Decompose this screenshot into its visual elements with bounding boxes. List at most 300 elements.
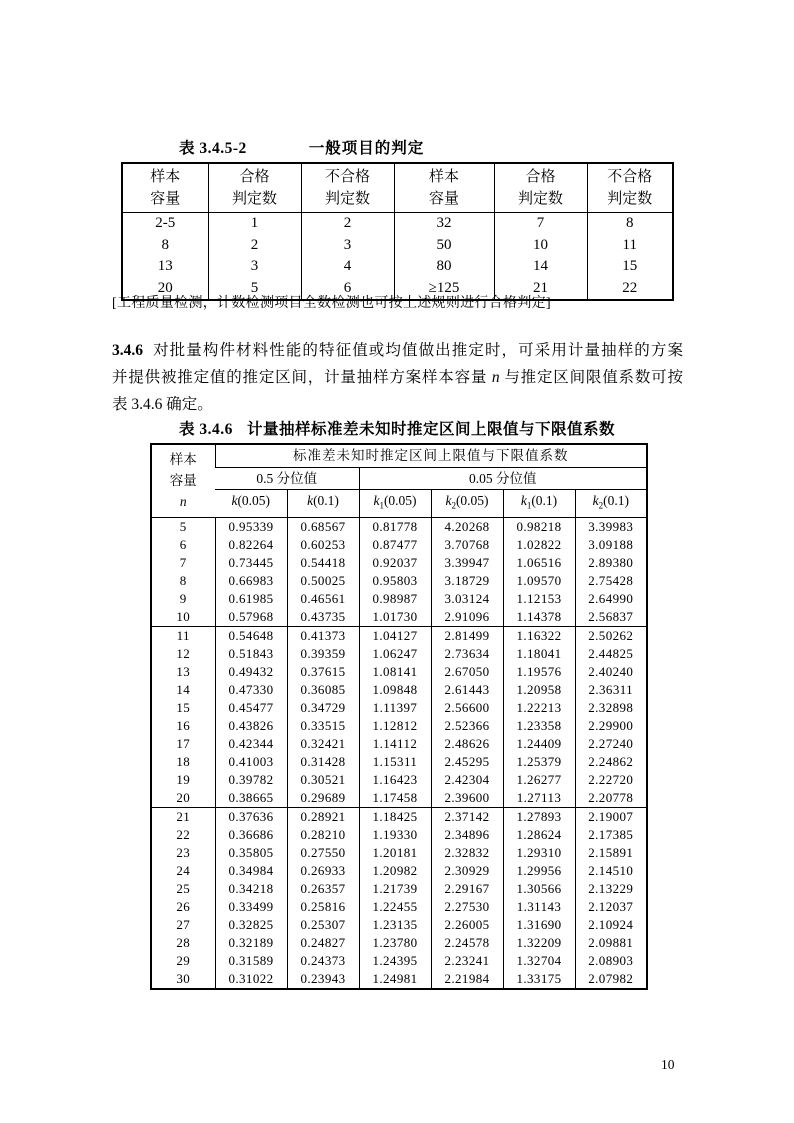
table-row <box>151 608 647 627</box>
table-cell: 10 <box>494 235 587 257</box>
table-row <box>151 663 647 681</box>
table-cell: 0.46561 <box>287 590 359 608</box>
header-line: 不合格 <box>607 169 653 185</box>
table-cell: 21 <box>494 278 587 301</box>
table-cell: 2.32898 <box>575 699 647 717</box>
table-cell: 3.39983 <box>575 517 647 536</box>
table-cell: 1.11397 <box>359 699 431 717</box>
table-cell: 0.87477 <box>359 536 431 554</box>
table-cell: 2.64990 <box>575 590 647 608</box>
table-cell: 0.34984 <box>215 862 287 880</box>
table-cell: 1.14378 <box>503 608 575 627</box>
span-header-coefficients: 标准差未知时推定区间上限值与下限值系数 <box>215 444 647 468</box>
table-row <box>151 826 647 844</box>
table-row <box>151 645 647 663</box>
table-cell: 2.09881 <box>575 934 647 952</box>
header-line: 判定数 <box>607 191 653 207</box>
table-cell: 0.45477 <box>215 699 287 717</box>
table-cell: 1 <box>208 213 301 235</box>
column-header-k2-005 <box>431 490 503 518</box>
clause-number: 3.4.6 <box>112 342 143 359</box>
table-cell: 0.49432 <box>215 663 287 681</box>
table-row <box>151 898 647 916</box>
table-cell: 1.17458 <box>359 789 431 808</box>
table-cell: 2.23241 <box>431 952 503 970</box>
table-346-header <box>151 444 647 517</box>
table-cell: 29 <box>176 952 191 968</box>
clause-text: 表 3.4.6 确定。 <box>112 396 213 413</box>
table-cell: 1.27113 <box>503 789 575 808</box>
header-line: 判定数 <box>231 191 277 207</box>
table-346-caption-title: 计量抽样标准差未知时推定区间上限值与下限值系数 <box>246 421 615 438</box>
table-cell: 3.09188 <box>575 536 647 554</box>
k-argument: (0.1) <box>313 493 339 508</box>
k-subscript: 1 <box>379 500 384 511</box>
table-cell: 2.37142 <box>431 807 503 826</box>
table-cell: 2.19007 <box>575 807 647 826</box>
table-cell: 1.09848 <box>359 681 431 699</box>
table-cell: 2.08903 <box>575 952 647 970</box>
table-cell: 0.32189 <box>215 934 287 952</box>
column-header-k1-01 <box>503 490 575 518</box>
table-cell: 2.61443 <box>431 681 503 699</box>
table-cell: 24 <box>176 862 191 878</box>
table-cell: 0.33499 <box>215 898 287 916</box>
k-argument: (0.1) <box>603 493 629 508</box>
table-cell: 3.03124 <box>431 590 503 608</box>
table-cell: 2.48626 <box>431 735 503 753</box>
table-cell: 3.18729 <box>431 572 503 590</box>
table-cell: 17 <box>176 735 191 751</box>
table-cell: 19 <box>176 771 191 787</box>
table-cell: 0.38665 <box>215 789 287 808</box>
table-cell: 0.54418 <box>287 554 359 572</box>
table-cell: 2.22720 <box>575 771 647 789</box>
k-symbol: k <box>520 493 527 508</box>
table-cell: 4 <box>301 256 394 278</box>
clause-346-paragraph <box>112 337 683 418</box>
table-cell: 1.16322 <box>503 626 575 645</box>
table-cell: 2.10924 <box>575 916 647 934</box>
k-symbol: k <box>231 493 238 508</box>
table-cell: ≥125 <box>394 278 494 301</box>
table-cell: 0.81778 <box>359 517 431 536</box>
table-cell: 0.51843 <box>215 645 287 663</box>
table-345-2 <box>121 162 674 301</box>
table-cell: 27 <box>176 916 191 932</box>
table-cell: 2 <box>208 235 301 257</box>
table-cell: 1.28624 <box>503 826 575 844</box>
table-cell: 2.34896 <box>431 826 503 844</box>
table-cell: 0.25816 <box>287 898 359 916</box>
table-cell: 2.56600 <box>431 699 503 717</box>
table-cell: 1.24395 <box>359 952 431 970</box>
table-cell: 2.45295 <box>431 753 503 771</box>
table-cell: 12 <box>176 645 191 661</box>
table-row <box>151 789 647 808</box>
k-argument: (0.05) <box>455 493 489 508</box>
column-header-k-005 <box>215 490 287 518</box>
table-cell: 1.32704 <box>503 952 575 970</box>
clause-line <box>112 364 683 391</box>
table-cell: 0.57968 <box>215 608 287 627</box>
table-cell: 25 <box>176 880 191 896</box>
table-cell: 23 <box>176 844 191 860</box>
table-cell: 1.06247 <box>359 645 431 663</box>
column-header-accept-number-2 <box>494 163 587 213</box>
table-row <box>151 970 647 989</box>
table-cell: 0.32825 <box>215 916 287 934</box>
table-cell: 0.31022 <box>215 970 287 989</box>
table-cell: 30 <box>176 970 191 986</box>
table-cell: 0.32421 <box>287 735 359 753</box>
header-line: 判定数 <box>517 191 563 207</box>
table-cell: 1.19576 <box>503 663 575 681</box>
table-header-row <box>151 490 647 518</box>
table-345-2-footnote: [工程质量检测，计数检测项目全数检测也可按上述规则进行合格判定] <box>112 296 551 311</box>
table-row <box>151 717 647 735</box>
table-cell: 0.36085 <box>287 681 359 699</box>
table-cell: 8 <box>179 572 187 588</box>
column-header-k1-005 <box>359 490 431 518</box>
table-cell: 0.42344 <box>215 735 287 753</box>
table-cell: 1.33175 <box>503 970 575 989</box>
table-cell: 1.27893 <box>503 807 575 826</box>
table-row <box>151 753 647 771</box>
table-cell: 0.35805 <box>215 844 287 862</box>
header-line: 样本 <box>169 452 197 468</box>
table-cell: 0.39782 <box>215 771 287 789</box>
table-cell: 0.34729 <box>287 699 359 717</box>
header-line: 容量 <box>150 191 181 207</box>
table-cell: 2.29900 <box>575 717 647 735</box>
table-cell: 1.19330 <box>359 826 431 844</box>
table-cell: 0.37615 <box>287 663 359 681</box>
quantile-header-005: 0.05 分位值 <box>359 468 647 490</box>
k-symbol: k <box>307 493 314 508</box>
table-cell: 22 <box>176 826 191 842</box>
table-cell: 0.31589 <box>215 952 287 970</box>
table-cell: 32 <box>394 213 494 235</box>
table-cell: 0.60253 <box>287 536 359 554</box>
table-cell: 0.39359 <box>287 645 359 663</box>
table-cell: 8 <box>587 213 673 235</box>
table-cell: 1.23135 <box>359 916 431 934</box>
header-line: 不合格 <box>324 169 370 185</box>
table-row <box>151 572 647 590</box>
clause-text: 与推定区间限值系数可按 <box>499 369 683 386</box>
table-cell: 2.27530 <box>431 898 503 916</box>
table-cell: 20 <box>157 279 173 296</box>
table-cell: 0.66983 <box>215 572 287 590</box>
table-cell: 1.32209 <box>503 934 575 952</box>
header-line: 判定数 <box>324 191 370 207</box>
table-cell: 0.30521 <box>287 771 359 789</box>
table-345-2-caption <box>121 136 672 158</box>
table-cell: 8 <box>161 236 169 253</box>
table-cell: 11 <box>176 627 190 643</box>
table-cell: 1.01730 <box>359 608 431 627</box>
table-cell: 0.36686 <box>215 826 287 844</box>
table-cell: 15 <box>587 256 673 278</box>
table-row <box>151 626 647 645</box>
table-row <box>122 213 673 235</box>
table-row <box>151 916 647 934</box>
table-cell: 2.42304 <box>431 771 503 789</box>
table-cell: 0.37636 <box>215 807 287 826</box>
table-cell: 2.44825 <box>575 645 647 663</box>
table-row <box>151 952 647 970</box>
header-line <box>152 491 215 512</box>
table-cell: 2.73634 <box>431 645 503 663</box>
table-cell: 1.24981 <box>359 970 431 989</box>
table-346-group-2 <box>151 626 647 807</box>
table-346-group-3 <box>151 807 647 989</box>
table-345-2-caption-label: 表 3.4.5-2 <box>179 140 247 157</box>
table-cell: 1.31143 <box>503 898 575 916</box>
k-subscript: 2 <box>598 500 604 511</box>
table-header-row <box>151 468 647 490</box>
table-cell: 0.28210 <box>287 826 359 844</box>
table-cell: 0.34218 <box>215 880 287 898</box>
table-cell: 1.12812 <box>359 717 431 735</box>
table-cell: 0.31428 <box>287 753 359 771</box>
table-cell: 9 <box>179 590 187 606</box>
table-cell: 0.92037 <box>359 554 431 572</box>
table-cell: 10 <box>176 608 191 624</box>
table-cell: 5 <box>208 278 301 301</box>
table-cell: 0.50025 <box>287 572 359 590</box>
table-cell: 22 <box>587 278 673 301</box>
k-symbol: k <box>445 493 452 508</box>
table-345-2-header <box>122 163 673 213</box>
table-cell: 15 <box>176 699 191 715</box>
table-cell: 2.39600 <box>431 789 503 808</box>
table-cell: 1.25379 <box>503 753 575 771</box>
table-cell: 80 <box>394 256 494 278</box>
clause-line <box>112 391 683 418</box>
table-cell: 21 <box>176 808 191 824</box>
table-cell: 0.27550 <box>287 844 359 862</box>
table-cell: 1.22213 <box>503 699 575 717</box>
table-cell: 0.98987 <box>359 590 431 608</box>
k-symbol: k <box>373 493 380 508</box>
table-row <box>151 934 647 952</box>
table-row <box>151 880 647 898</box>
quantile-header-05: 0.5 分位值 <box>215 468 359 490</box>
table-cell: 1.20982 <box>359 862 431 880</box>
table-cell: 11 <box>587 235 673 257</box>
table-cell: 3.39947 <box>431 554 503 572</box>
table-cell: 1.24409 <box>503 735 575 753</box>
table-cell: 0.54648 <box>215 626 287 645</box>
table-346-group-1 <box>151 517 647 626</box>
table-cell: 2.21984 <box>431 970 503 989</box>
column-header-accept-number-1 <box>208 163 301 213</box>
column-header-reject-number-1 <box>301 163 394 213</box>
variable-n: n <box>491 369 500 386</box>
table-cell: 3 <box>208 256 301 278</box>
table-cell: 0.47330 <box>215 681 287 699</box>
table-cell: 0.28921 <box>287 807 359 826</box>
table-cell: 0.26357 <box>287 880 359 898</box>
table-cell: 2.12037 <box>575 898 647 916</box>
table-cell: 0.95803 <box>359 572 431 590</box>
variable-n: n <box>179 494 187 510</box>
column-header-k-01 <box>287 490 359 518</box>
table-cell: 2.32832 <box>431 844 503 862</box>
table-cell: 2.17385 <box>575 826 647 844</box>
table-cell: 7 <box>494 213 587 235</box>
table-cell: 0.43826 <box>215 717 287 735</box>
clause-text: 对批量构件材料性能的特征值或均值做出推定时，可采用计量抽样的方案 <box>152 342 683 359</box>
table-cell: 4.20268 <box>431 517 503 536</box>
table-cell: 18 <box>176 753 191 769</box>
table-cell: 0.73445 <box>215 554 287 572</box>
table-row <box>122 256 673 278</box>
table-cell: 0.98218 <box>503 517 575 536</box>
table-cell: 0.26933 <box>287 862 359 880</box>
header-line: 样本 <box>428 169 459 185</box>
table-cell: 13 <box>176 663 191 679</box>
table-cell: 2.27240 <box>575 735 647 753</box>
table-cell: 0.41003 <box>215 753 287 771</box>
table-cell: 0.95339 <box>215 517 287 536</box>
header-line: 容量 <box>428 191 459 207</box>
table-345-2-body <box>122 213 673 301</box>
table-row <box>122 235 673 257</box>
table-cell: 0.43735 <box>287 608 359 627</box>
table-cell: 0.29689 <box>287 789 359 808</box>
table-cell: 2.20778 <box>575 789 647 808</box>
table-cell: 1.23780 <box>359 934 431 952</box>
table-cell: 2.36311 <box>575 681 647 699</box>
table-cell: 0.23943 <box>287 970 359 989</box>
table-346-caption <box>0 417 794 439</box>
header-line: 样本 <box>150 169 181 185</box>
table-cell: 2.50262 <box>575 626 647 645</box>
table-cell: 0.41373 <box>287 626 359 645</box>
table-cell: 3.70768 <box>431 536 503 554</box>
header-line: 合格 <box>239 169 270 185</box>
table-cell: 7 <box>179 554 187 570</box>
table-cell: 1.30566 <box>503 880 575 898</box>
table-cell: 2.26005 <box>431 916 503 934</box>
table-cell: 1.14112 <box>359 735 431 753</box>
table-cell: 2.07982 <box>575 970 647 989</box>
table-cell: 5 <box>179 518 187 534</box>
column-header-reject-number-2 <box>587 163 673 213</box>
table-cell: 1.16423 <box>359 771 431 789</box>
table-row <box>151 862 647 880</box>
table-cell: 1.15311 <box>359 753 431 771</box>
table-cell: 0.33515 <box>287 717 359 735</box>
table-cell: 14 <box>176 681 191 697</box>
table-cell: 1.29310 <box>503 844 575 862</box>
table-row <box>151 807 647 826</box>
table-cell: 1.12153 <box>503 590 575 608</box>
table-cell: 2.67050 <box>431 663 503 681</box>
table-cell: 2.81499 <box>431 626 503 645</box>
table-cell: 2.52366 <box>431 717 503 735</box>
k-subscript: 1 <box>526 500 532 511</box>
table-cell: 1.18425 <box>359 807 431 826</box>
table-cell: 2.91096 <box>431 608 503 627</box>
table-cell: 16 <box>176 717 191 733</box>
column-header-sample-size-2 <box>394 163 494 213</box>
table-cell: 2 <box>301 213 394 235</box>
table-345-2-caption-title: 一般项目的判定 <box>308 140 425 157</box>
table-cell: 28 <box>176 934 191 950</box>
table-346 <box>150 443 648 990</box>
table-cell: 1.04127 <box>359 626 431 645</box>
table-row <box>151 735 647 753</box>
table-cell: 1.23358 <box>503 717 575 735</box>
table-cell: 1.08141 <box>359 663 431 681</box>
table-cell: 2.13229 <box>575 880 647 898</box>
table-cell: 2.30929 <box>431 862 503 880</box>
page-number: 10 <box>661 1057 675 1072</box>
table-cell: 1.22455 <box>359 898 431 916</box>
table-cell: 1.26277 <box>503 771 575 789</box>
table-cell: 1.20181 <box>359 844 431 862</box>
table-row <box>151 590 647 608</box>
table-row <box>151 536 647 554</box>
k-argument: (0.05) <box>383 493 417 508</box>
k-symbol: k <box>592 493 599 508</box>
table-cell: 2.89380 <box>575 554 647 572</box>
table-row <box>151 844 647 862</box>
table-cell: 2.40240 <box>575 663 647 681</box>
header-line: 合格 <box>525 169 556 185</box>
table-cell: 3 <box>301 235 394 257</box>
clause-line <box>112 337 683 364</box>
table-cell: 2.14510 <box>575 862 647 880</box>
table-cell: 26 <box>176 898 191 914</box>
table-cell: 0.24827 <box>287 934 359 952</box>
table-cell: 13 <box>157 258 173 274</box>
table-cell: 1.29956 <box>503 862 575 880</box>
table-cell: 0.24373 <box>287 952 359 970</box>
clause-text: 并提供被推定值的推定区间，计量抽样方案样本容量 <box>112 369 492 386</box>
table-cell: 0.25307 <box>287 916 359 934</box>
table-cell: 1.18041 <box>503 645 575 663</box>
table-row <box>151 771 647 789</box>
table-cell: 0.61985 <box>215 590 287 608</box>
table-cell: 20 <box>176 789 191 805</box>
table-cell: 2.24578 <box>431 934 503 952</box>
table-cell: 14 <box>494 256 587 278</box>
k-subscript: 2 <box>451 500 456 511</box>
corner-header-sample-size-n <box>151 444 215 517</box>
table-cell: 2.29167 <box>431 880 503 898</box>
table-header-row <box>151 444 647 468</box>
k-argument: (0.1) <box>531 493 558 508</box>
table-cell: 50 <box>394 235 494 257</box>
header-line: 容量 <box>169 473 197 489</box>
table-cell: 6 <box>179 536 187 552</box>
table-row <box>151 699 647 717</box>
table-cell: 1.06516 <box>503 554 575 572</box>
column-header-sample-size-1 <box>122 163 208 213</box>
table-cell: 2.15891 <box>575 844 647 862</box>
table-row <box>151 681 647 699</box>
table-row <box>151 517 647 536</box>
table-cell: 1.09570 <box>503 572 575 590</box>
table-cell: 1.21739 <box>359 880 431 898</box>
table-346-caption-label: 表 3.4.6 <box>179 421 233 438</box>
table-cell: 2-5 <box>155 215 176 231</box>
